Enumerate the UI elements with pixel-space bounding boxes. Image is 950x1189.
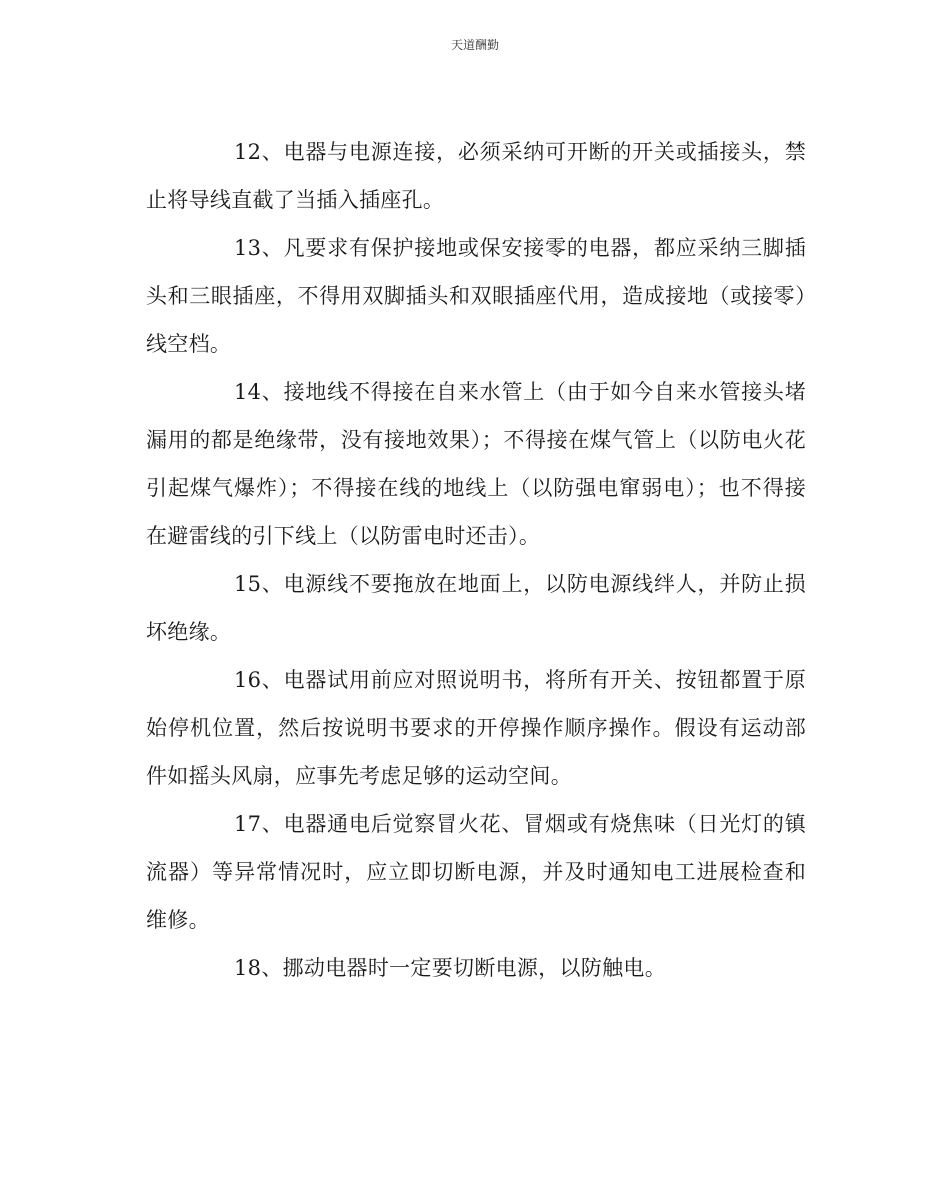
paragraph-16: 16、电器试用前应对照说明书，将所有开关、按钮都置于原始停机位置，然后按说明书要求的开停操作顺序操作。假设有运动部件如摇头风扇，应事先考虑足够的运动空间。 (146, 668, 806, 788)
paragraph-13: 13、凡要求有保护接地或保安接零的电器，都应采纳三脚插头和三眼插座，不得用双脚插头和双眼插座代用，造成接地（或接零）线空档。 (146, 236, 806, 356)
page-header: 天道酬勤 (450, 38, 499, 52)
paragraph-17: 17、电器通电后觉察冒火花、冒烟或有烧焦味（日光灯的镇流器）等异常情况时，应立即切断电源，并及时通知电工进展检查和维修。 (146, 812, 806, 932)
paragraph-18: 18、挪动电器时一定要切断电源，以防触电。 (234, 956, 667, 980)
paragraph-14: 14、接地线不得接在自来水管上（由于如今自来水管接头堵漏用的都是绝缘带，没有接地效果）；不得接在煤气管上（以防电火花引起煤气爆炸）；不得接在线的地线上（以防强电窜弱电）；也不得接在避雷线的引下线上（以防雷电时还击）。 (146, 380, 806, 548)
paragraph-12: 12、电器与电源连接，必须采纳可开断的开关或插接头，禁止将导线直截了当插入插座孔。 (146, 140, 806, 212)
document-body (146, 128, 806, 992)
paragraph-15: 15、电源线不要拖放在地面上，以防电源线绊人，并防止损坏绝缘。 (146, 572, 806, 644)
